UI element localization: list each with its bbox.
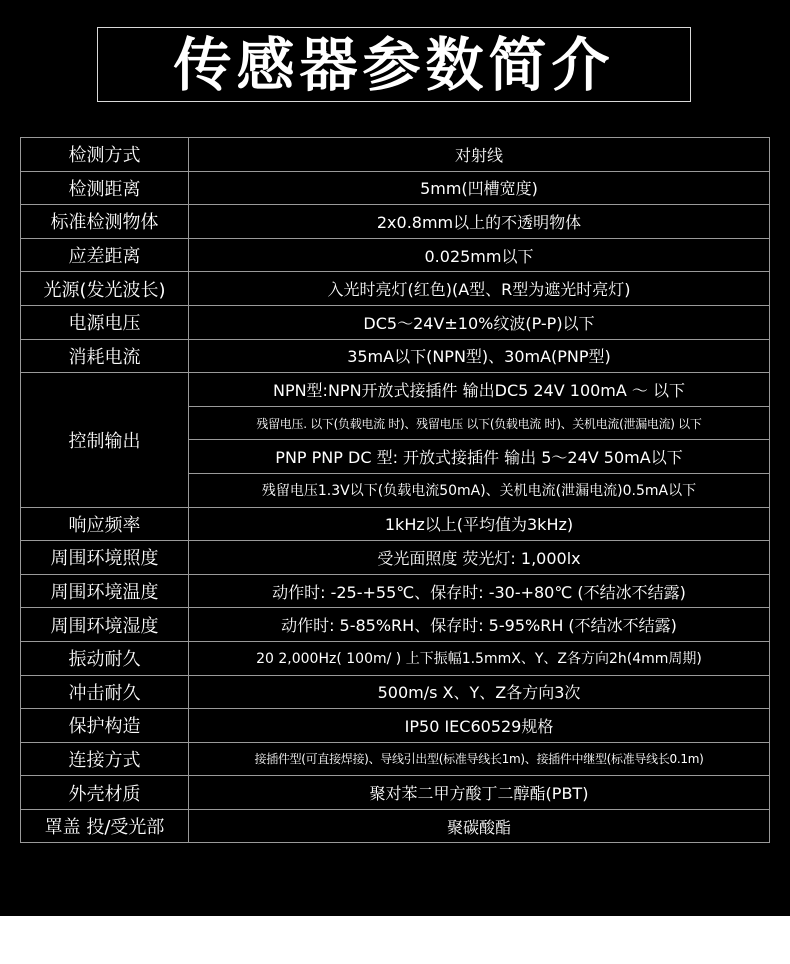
row-value: 受光面照度 荧光灯: 1,000lx [189, 541, 770, 575]
row-value: 500m/s X、Y、Z各方向3次 [189, 675, 770, 709]
table-row [21, 608, 770, 642]
row-label: 罩盖 投/受光部 [21, 809, 189, 843]
row-value: 35mA以下(NPN型)、30mA(PNP型) [189, 339, 770, 373]
table-row [21, 809, 770, 843]
table-row [21, 541, 770, 575]
table-row [21, 238, 770, 272]
row-value: DC5～24V±10%纹波(P-P)以下 [189, 305, 770, 339]
table-row [21, 305, 770, 339]
row-label: 冲击耐久 [21, 675, 189, 709]
table-row [21, 272, 770, 306]
row-value: 接插件型(可直接焊接)、导线引出型(标准导线长1m)、接插件中继型(标准导线长0.1m) [189, 742, 770, 776]
row-value: 20 2,000Hz( 100m/ ) 上下振幅1.5mmX、Y、Z各方向2h(4mm周期) [189, 641, 770, 675]
row-value: 对射线 [189, 138, 770, 172]
control-output-line: PNP PNP DC 型: 开放式接插件 输出 5～24V 50mA以下 [189, 440, 770, 474]
row-label: 应差距离 [21, 238, 189, 272]
row-value: IP50 IEC60529规格 [189, 709, 770, 743]
row-value: 2x0.8mm以上的不透明物体 [189, 205, 770, 239]
table-row [21, 675, 770, 709]
table-row [21, 776, 770, 810]
row-label: 保护构造 [21, 709, 189, 743]
row-label: 标准检测物体 [21, 205, 189, 239]
table-row [21, 339, 770, 373]
table-row [21, 171, 770, 205]
table-row [21, 574, 770, 608]
row-label: 消耗电流 [21, 339, 189, 373]
control-output-line: 残留电压1.3V以下(负载电流50mA)、关机电流(泄漏电流)0.5mA以下 [189, 473, 770, 507]
row-value: 聚对苯二甲方酸丁二醇酯(PBT) [189, 776, 770, 810]
row-label: 光源(发光波长) [21, 272, 189, 306]
row-value: 聚碳酸酯 [189, 809, 770, 843]
spec-table [20, 137, 770, 843]
row-label: 响应频率 [21, 507, 189, 541]
row-label: 电源电压 [21, 305, 189, 339]
page-title: 传感器参数简介 [173, 30, 615, 99]
table-row [21, 507, 770, 541]
row-label: 连接方式 [21, 742, 189, 776]
row-value: 0.025mm以下 [189, 238, 770, 272]
row-label: 周围环境温度 [21, 574, 189, 608]
row-value: 动作时: 5-85%RH、保存时: 5-95%RH (不结冰不结露) [189, 608, 770, 642]
table-row [21, 641, 770, 675]
row-value: 5mm(凹槽宽度) [189, 171, 770, 205]
row-label: 周围环境照度 [21, 541, 189, 575]
row-label: 振动耐久 [21, 641, 189, 675]
row-value: 动作时: -25-+55℃、保存时: -30-+80℃ (不结冰不结露) [189, 574, 770, 608]
table-row [21, 373, 770, 407]
control-output-line: 残留电压. 以下(负载电流 时)、残留电压 以下(负载电流 时)、关机电流(泄漏电流) 以下 [189, 406, 770, 440]
table-row [21, 709, 770, 743]
control-output-line: NPN型:NPN开放式接插件 输出DC5 24V 100mA ～ 以下 [189, 373, 770, 407]
table-row [21, 742, 770, 776]
row-label: 检测方式 [21, 138, 189, 172]
row-label: 外壳材质 [21, 776, 189, 810]
row-label: 控制输出 [21, 373, 189, 507]
row-label: 检测距离 [21, 171, 189, 205]
row-value: 1kHz以上(平均值为3kHz) [189, 507, 770, 541]
row-label: 周围环境湿度 [21, 608, 189, 642]
table-row [21, 138, 770, 172]
table-row [21, 205, 770, 239]
title-box [97, 27, 691, 102]
row-value: 入光时亮灯(红色)(A型、R型为遮光时亮灯) [189, 272, 770, 306]
